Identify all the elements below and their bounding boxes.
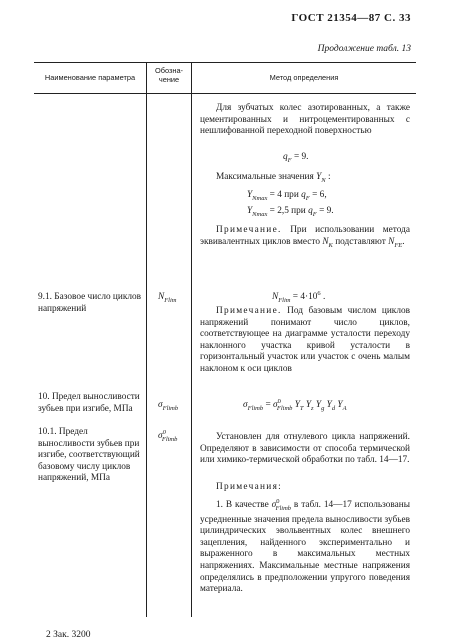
row-9-1-note-text: Под базовым числом циклов напряжений понимают число циклов, соответствующее на диаграмме усталости переходу наклонного участка кривой усталости в горизонтальный участок или участок с очень малым наклоном к оси циклов [200, 306, 410, 374]
top-note: Примечание. При использовании метода эквивалентных циклов вместо $N_K$ подставляют $N_{FE}$. [200, 225, 410, 249]
continuation-label: Продолжение табл. 13 [317, 44, 411, 54]
row-10-1-text: Установлен для отнулевого цикла напряжений. Определяют в зависимости от способа термической или химико-термической обработки по табл. 14—17. [200, 432, 410, 466]
column-header-method: Метод определения [269, 73, 339, 82]
table-header-rule [34, 93, 416, 94]
notes-label: Примечания: [216, 482, 283, 492]
row-9-1-note: Примечание. Под базовым числом циклов напряжений понимают число циклов, соответствующее на диаграмме усталости переходу наклонного участка кривой усталости в горизонтальный участок или участок с очень малым наклоном к оси циклов [200, 306, 410, 374]
row-10-symbol: $\sigma_{Flimb}$ [158, 400, 179, 412]
row-10-param: 10. Предел выносливости зубьев при изгибе, МПа [38, 392, 140, 414]
intro-text: Для зубчатых колес азотированных, а также цементированных и нитроцементированных с нешлифованной переходной поверхностью [200, 103, 410, 137]
column-header-param: Наименование параметра [44, 73, 136, 82]
column-divider-1 [146, 62, 147, 617]
row-10-1-param: 10.1. Предел выносливости зубьев при изгибе, соответствующий базовому числу циклов напряжений, МПа [38, 427, 140, 484]
row-10-1-note-1: 1. В качестве $\sigma^0_{Flimb}$ в табл. 14—17 использованы усредненные значения предела выносливости зубьев цилиндрических эвольвентных колес внешнего зацепления, найденного экспериментально и выраженного в максимальных местных напряжениях. Максимальные местные напряжения определялись в предположении упругого поведения материала. [200, 498, 410, 595]
row-10-formula: $\sigma_{Flimb} = \sigma^0_{Flimb}$ $Y_T$ $Y_z$ $Y_g$ $Y_d$ $Y_A$ [243, 398, 347, 412]
max-values-label: Максимальные значения $Y_N$ : [216, 172, 331, 184]
row-9-1-param: 9.1. Базовое число циклов напряжений [38, 292, 142, 314]
row-10-1-symbol: $\sigma^0_{Flimb}$ [158, 429, 178, 443]
footer-order: 2 Зак. 3200 [46, 630, 91, 640]
standard-header: ГОСТ 21354—87 С. 33 [291, 12, 411, 24]
column-header-symbol: Обозна- чение [154, 66, 184, 84]
max-value-2: $Y_{Nmax} = 2,5$ при $q_F = 9$. [247, 206, 334, 218]
row-9-1-formula: $N_{Flim} = 4\cdot 10^6$ . [272, 290, 326, 304]
max-value-1: $Y_{Nmax} = 4$ при $q_F = 6$, [247, 190, 327, 202]
row-9-1-symbol: $N_{Flim}$ [158, 292, 177, 304]
qf-equation: $q_F = 9$. [283, 152, 309, 164]
table-top-rule [34, 62, 416, 63]
column-divider-2 [191, 62, 192, 617]
